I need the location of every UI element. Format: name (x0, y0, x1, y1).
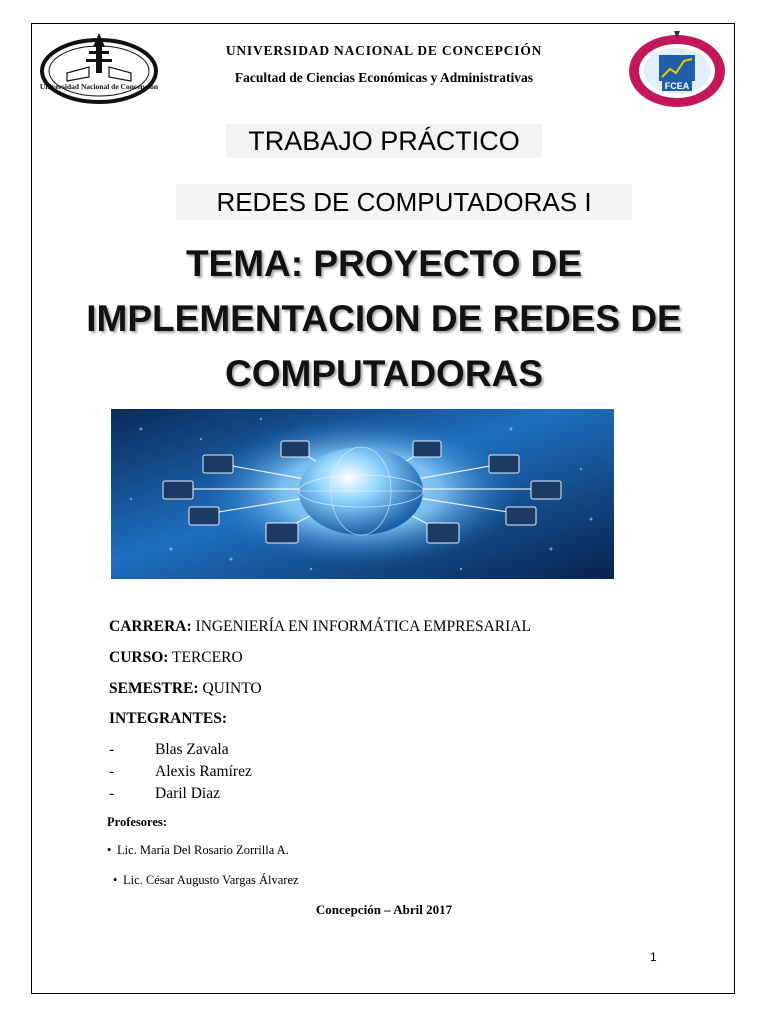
curso-label: CURSO: (109, 649, 169, 666)
member-name: Blas Zavala (155, 741, 229, 758)
right-logo-text: FCEA (664, 81, 690, 91)
work-type-title: TRABAJO PRÁCTICO (226, 124, 542, 158)
member-name: Alexis Ramírez (155, 763, 252, 780)
bullet-icon: • (113, 873, 118, 887)
bullet-icon: • (107, 843, 112, 857)
professors-label: Profesores: (107, 815, 167, 829)
page-number: 1 (650, 950, 657, 964)
semestre-row (109, 680, 262, 698)
network-globe-laptops-image (111, 409, 614, 579)
topic-title (40, 236, 728, 401)
member-name: Daril Diaz (155, 785, 220, 802)
professor-name: Lic. César Augusto Vargas Álvarez (123, 873, 299, 887)
topic-line-1: TEMA: PROYECTO DE (185, 243, 583, 284)
professor-name: Lic. María Del Rosario Zorrilla A. (117, 843, 289, 857)
integrantes-label: INTEGRANTES: (109, 710, 227, 727)
semestre-label: SEMESTRE: (109, 680, 199, 697)
list-item (109, 785, 220, 803)
list-dash: - (109, 763, 115, 780)
list-item (109, 763, 252, 781)
list-dash: - (109, 785, 115, 802)
topic-line-2: IMPLEMENTACION DE REDES DE (86, 298, 682, 339)
integrantes-row (109, 710, 227, 728)
place-date: Concepción – Abril 2017 (315, 902, 453, 917)
list-item (109, 741, 229, 759)
university-logo (39, 31, 159, 105)
carrera-row (109, 618, 531, 636)
semestre-value: QUINTO (202, 680, 262, 697)
carrera-label: CARRERA: (109, 618, 192, 635)
faculty-name: Facultad de Ciencias Económicas y Administrativas (234, 70, 534, 85)
curso-row (109, 649, 243, 667)
university-name: UNIVERSIDAD NACIONAL DE CONCEPCIÓN (225, 43, 543, 58)
subject-title: REDES DE COMPUTADORAS I (176, 184, 632, 220)
left-logo-text: Universidad Nacional de Concepción (39, 82, 159, 91)
list-item (113, 873, 299, 888)
carrera-value: INGENIERÍA EN INFORMÁTICA EMPRESARIAL (195, 618, 531, 635)
list-dash: - (109, 741, 115, 758)
curso-value: TERCERO (172, 649, 243, 666)
faculty-logo (626, 29, 728, 109)
list-item (107, 843, 289, 858)
topic-line-3: COMPUTADORAS (225, 353, 543, 394)
